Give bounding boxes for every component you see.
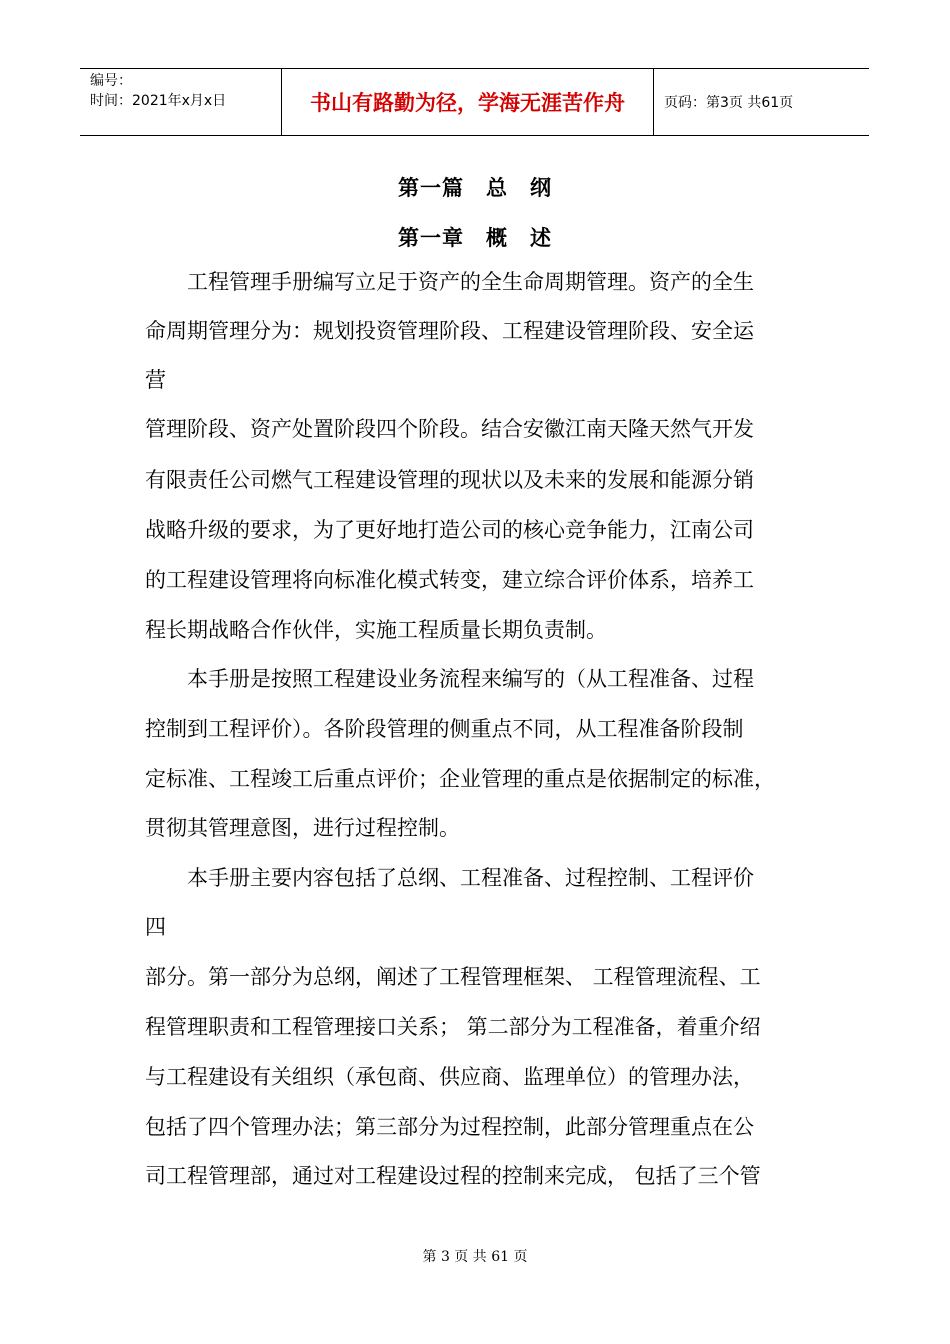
- body-line: 管理阶段、资产处置阶段四个阶段。结合安徽江南天隆天然气开发: [145, 417, 754, 441]
- body-line: 与工程建设有关组织（承包商、供应商、监理单位）的管理办法，: [145, 1065, 754, 1089]
- body-line: 程长期战略合作伙伴，实施工程质量长期负责制。: [145, 618, 607, 642]
- page-header: [80, 68, 869, 136]
- body-line: 司工程管理部，通过对工程建设过程的控制来完成， 包括了三个管: [145, 1164, 761, 1188]
- header-meta: [80, 69, 282, 135]
- body-line: 包括了四个管理办法；第三部分为过程控制，此部分管理重点在公: [145, 1115, 754, 1139]
- body-line: 贯彻其管理意图，进行过程控制。: [145, 816, 460, 840]
- body-line: 的工程建设管理将向标准化模式转变，建立综合评价体系，培养工: [145, 568, 754, 592]
- doc-code-label: 编号：: [90, 73, 132, 89]
- header-motto: 书山有路勤为径，学海无涯苦作舟: [282, 69, 654, 135]
- body-line: 战略升级的要求，为了更好地打造公司的核心竞争能力，江南公司: [145, 518, 754, 542]
- body-line: 本手册是按照工程建设业务流程来编写的（从工程准备、过程: [145, 667, 754, 691]
- body-line: 程管理职责和工程管理接口关系； 第二部分为工程准备，着重介绍: [145, 1015, 761, 1039]
- body-line: 工程管理手册编写立足于资产的全生命周期管理。资产的全生: [145, 270, 754, 294]
- body-line: 定标准、工程竣工后重点评价；企业管理的重点是依据制定的标准，: [145, 767, 775, 791]
- part-title: 第一篇 总 纲: [398, 176, 552, 200]
- body-line: 命周期管理分为：规划投资管理阶段、工程建设管理阶段、安全运: [145, 319, 754, 343]
- header-page-number: 页码：第3页 共61页: [664, 95, 794, 111]
- body-line: 四: [145, 915, 166, 939]
- body-line: 控制到工程评价）。各阶段管理的侧重点不同，从工程准备阶段制: [145, 717, 744, 741]
- page-footer: 第 3 页 共 61 页: [422, 1249, 528, 1265]
- body-line: 部分。第一部分为总纲，阐述了工程管理框架、 工程管理流程、工: [145, 965, 761, 989]
- body-line: 有限责任公司燃气工程建设管理的现状以及未来的发展和能源分销: [145, 468, 754, 492]
- chapter-title: 第一章 概 述: [398, 226, 552, 250]
- body-line: 本手册主要内容包括了总纲、工程准备、过程控制、工程评价: [145, 866, 754, 890]
- body-line: 营: [145, 368, 166, 392]
- doc-date-label: 时间：2021年x月x日: [90, 93, 227, 109]
